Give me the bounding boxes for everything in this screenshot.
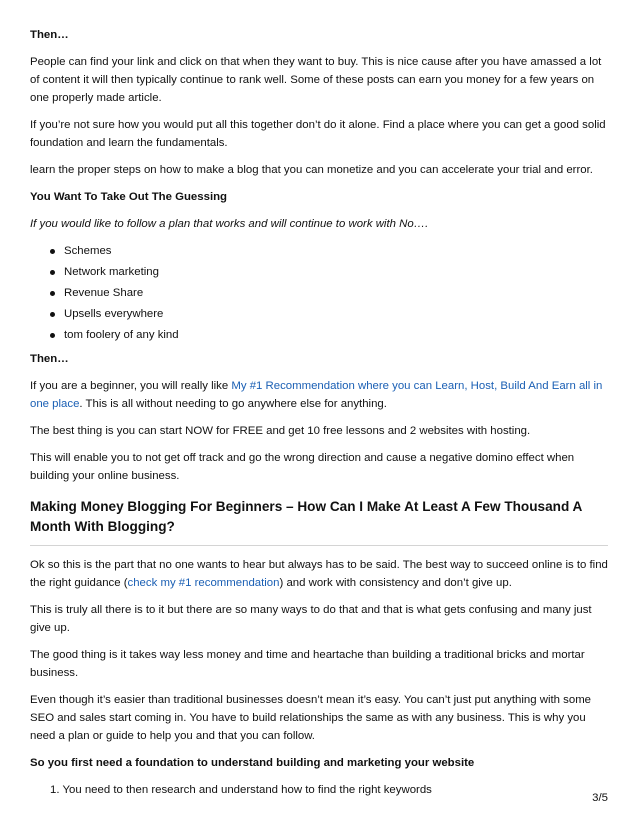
paragraph-9: The good thing is it takes way less money and time and heartache than building a traditional bricks and mortar business. — [30, 649, 585, 679]
then-label-1: Then… — [30, 29, 69, 41]
recommendation-link[interactable]: My #1 Recommendation where you can Learn, Host, Build And Earn all in one place — [30, 380, 603, 410]
page-number: 3/5 — [592, 792, 608, 804]
no-list — [30, 242, 608, 344]
check-recommendation-link[interactable]: check my #1 recommendation — [127, 577, 280, 589]
paragraph-7-text-after: ) and work with consistency and don’t give up. — [279, 577, 512, 589]
list-item: tom foolery of any kind — [50, 326, 608, 344]
list-item: Network marketing — [50, 263, 608, 281]
steps-list — [30, 781, 608, 799]
paragraph-8: This is truly all there is to it but there are so many ways to do that and that is what gets confusing and many just give up. — [30, 604, 592, 634]
paragraph-10: Even though it’s easier than traditional businesses doesn’t mean it’s easy. You can’t just put anything with some SEO and sales start coming in. You have to build relationships the same as with any business. This is why you need a plan or guide to help you and that you can follow. — [30, 694, 592, 742]
section-divider — [30, 545, 608, 546]
list-item: 1. You need to then research and understand how to find the right keywords — [50, 784, 432, 796]
paragraph-3: learn the proper steps on how to make a blog that you can monetize and you can accelerate your trial and error. — [30, 164, 593, 176]
guessing-heading: You Want To Take Out The Guessing — [30, 191, 228, 203]
guessing-intro: If you would like to follow a plan that works and will continue to work with No…. — [30, 218, 429, 230]
section-heading: Making Money Blogging For Beginners – How Can I Make At Least A Few Thousand A Month With Blogging? — [30, 499, 582, 534]
list-item: Revenue Share — [50, 284, 608, 302]
paragraph-4-text-after: . This is all without needing to go anywhere else for anything. — [79, 398, 387, 410]
foundation-heading: So you first need a foundation to understand building and marketing your website — [30, 757, 475, 769]
paragraph-7-text-before: Ok so this is the part that no one wants to hear but always has to be said. The best way to succeed online is to find the right guidance ( — [30, 559, 608, 589]
paragraph-7 — [30, 556, 608, 592]
paragraph-6: This will enable you to not get off track and go the wrong direction and cause a negative domino effect when building your online business. — [30, 452, 575, 482]
paragraph-1: People can find your link and click on that when they want to buy. This is nice cause after you have amassed a lot of content it will then typically continue to rank well. Some of these posts can earn you money for a few years on one properly made article. — [30, 56, 602, 104]
paragraph-2: If you’re not sure how you would put all this together don’t do it alone. Find a place where you can get a good solid foundation and learn the fundamentals. — [30, 119, 606, 149]
list-item: Schemes — [50, 242, 608, 260]
paragraph-4 — [30, 377, 608, 413]
then-label-2: Then… — [30, 353, 69, 365]
paragraph-5: The best thing is you can start NOW for FREE and get 10 free lessons and 2 websites with hosting. — [30, 425, 531, 437]
paragraph-4-text-before: If you are a beginner, you will really like — [30, 380, 232, 392]
list-item: Upsells everywhere — [50, 305, 608, 323]
document-page — [30, 26, 608, 799]
